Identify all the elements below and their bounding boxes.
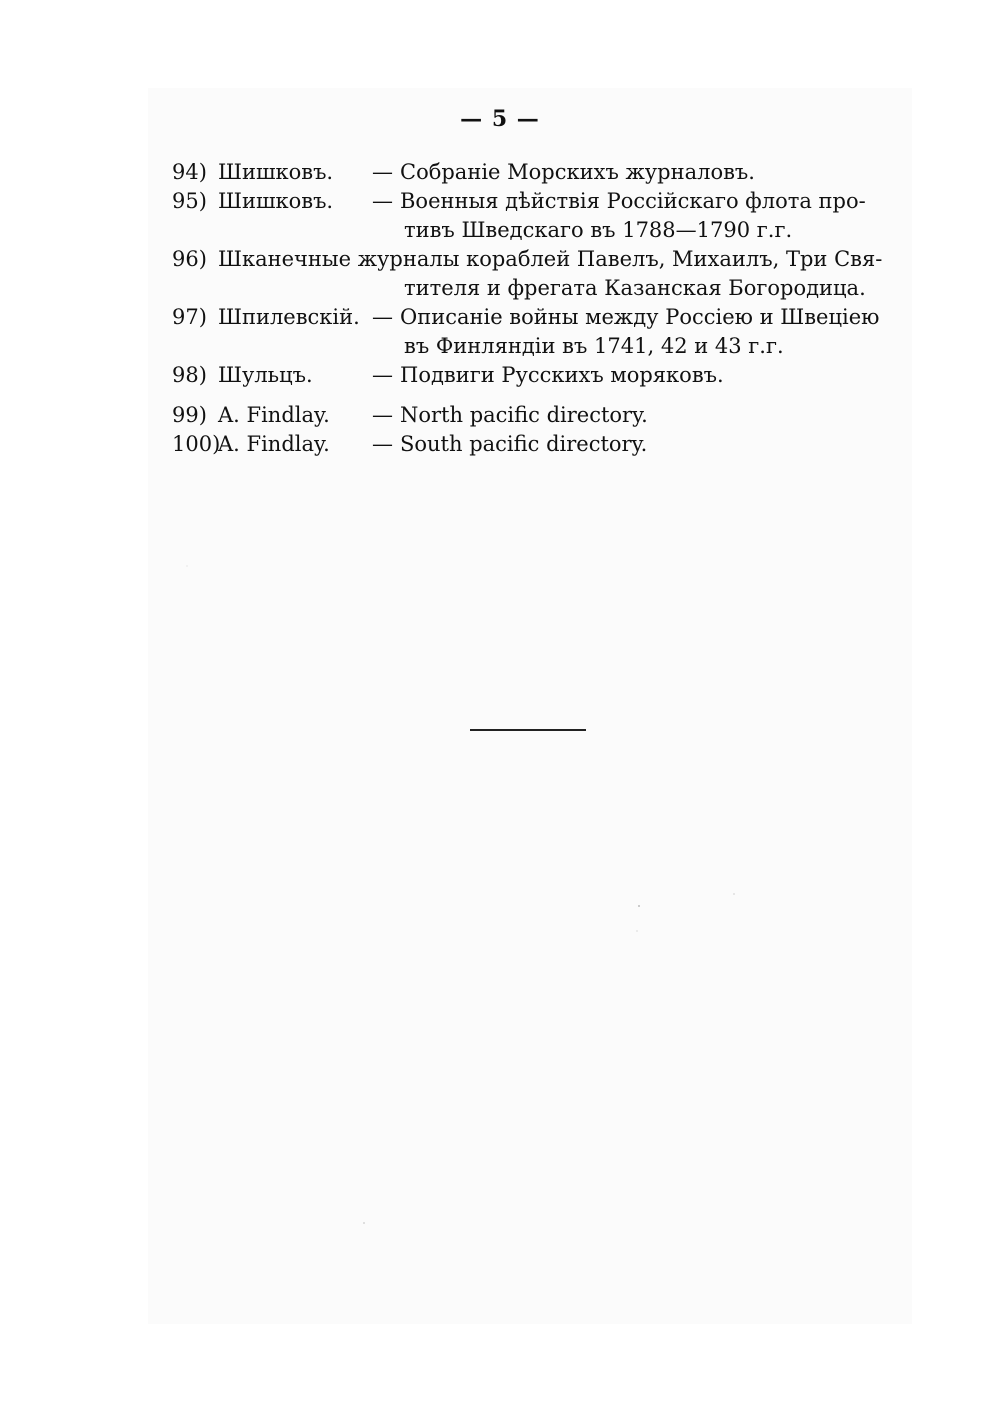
scan-speck xyxy=(733,893,735,895)
list-item xyxy=(172,430,892,459)
entry-number: 99) xyxy=(172,403,207,427)
bibliography-list xyxy=(172,158,892,459)
entry-title: Описаніе войны между Россіею и Швеціею xyxy=(400,305,880,329)
entry-number: 95) xyxy=(172,189,207,213)
entry-number: 96) xyxy=(172,247,207,271)
page-number: — 5 — xyxy=(460,106,540,132)
entry-title: Шканечные журналы кораблей Павелъ, Михаилъ, Три Свя- xyxy=(218,247,883,271)
entry-title: South pacific directory. xyxy=(400,432,648,456)
list-item xyxy=(172,158,892,187)
entry-dash: — xyxy=(372,432,393,456)
scan-speck xyxy=(636,930,638,932)
entry-number: 98) xyxy=(172,363,207,387)
entry-author: Шишковъ. xyxy=(218,160,334,184)
entry-dash: — xyxy=(372,403,393,427)
list-item xyxy=(172,401,892,430)
entry-number: 94) xyxy=(172,160,207,184)
entry-author: Шишковъ. xyxy=(218,189,334,213)
entry-title: North pacific directory. xyxy=(400,403,648,427)
entry-dash: — xyxy=(372,160,393,184)
entry-title: Подвиги Русскихъ моряковъ. xyxy=(400,363,724,387)
entry-author: A. Findlay. xyxy=(218,403,330,427)
entry-dash: — xyxy=(372,189,393,213)
entry-dash: — xyxy=(372,305,393,329)
entry-number: 100) xyxy=(172,432,221,456)
entry-author: Шпилевскій. xyxy=(218,305,360,329)
list-item xyxy=(172,303,892,361)
entry-number: 97) xyxy=(172,305,207,329)
section-divider xyxy=(470,729,586,731)
entry-title-continuation: въ Финляндіи въ 1741, 42 и 43 г.г. xyxy=(404,334,784,358)
entry-title-continuation: тивъ Шведскаго въ 1788—1790 г.г. xyxy=(404,218,793,242)
list-item xyxy=(172,187,892,245)
entry-author: A. Findlay. xyxy=(218,432,330,456)
list-item xyxy=(172,245,892,303)
entry-title-continuation: тителя и фрегата Казанская Богородица. xyxy=(404,276,866,300)
list-item xyxy=(172,361,892,390)
entry-dash: — xyxy=(372,363,393,387)
scan-speck xyxy=(186,565,188,567)
entry-title: Военныя дѣйствія Россійскаго флота про- xyxy=(400,189,866,213)
entry-title: Собраніе Морскихъ журналовъ. xyxy=(400,160,755,184)
entry-author: Шульцъ. xyxy=(218,363,313,387)
scan-speck xyxy=(638,905,640,907)
scan-speck xyxy=(363,1222,365,1224)
